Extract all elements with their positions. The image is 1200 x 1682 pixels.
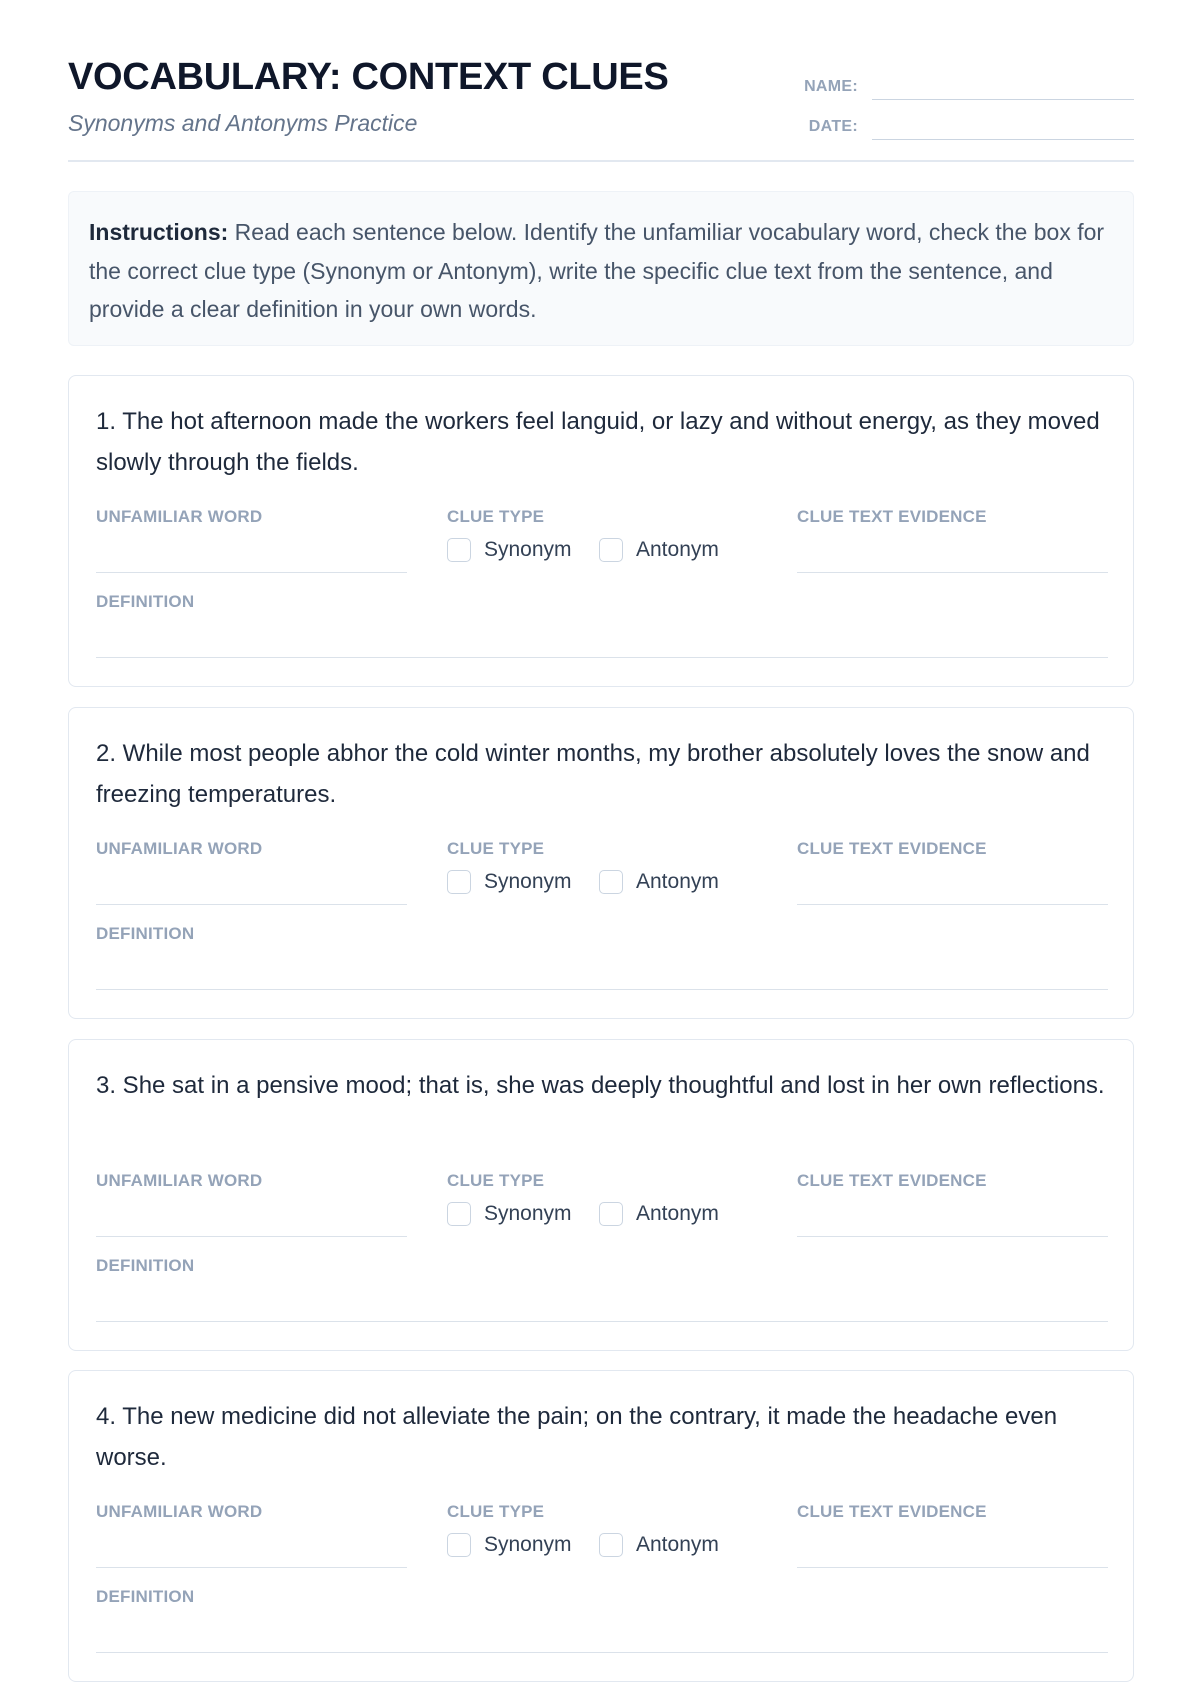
definition-field[interactable] <box>96 989 1108 990</box>
date-label: DATE: <box>808 118 858 135</box>
clue-evidence-label: CLUE TEXT EVIDENCE <box>797 507 987 526</box>
question-card-2 <box>68 707 1134 1019</box>
name-field[interactable] <box>872 72 1134 100</box>
instructions-lead: Instructions: <box>89 219 229 245</box>
instructions-text: Read each sentence below. Identify the unfamiliar vocabulary word, check the box for the correct clue type (Synonym or Antonym), write the specific clue text from the sentence, and provide a clear definition in your own words. <box>89 219 1105 322</box>
unfamiliar-word-label: UNFAMILIAR WORD <box>96 507 263 526</box>
clue-type-label: CLUE TYPE <box>447 839 545 858</box>
unfamiliar-word-label: UNFAMILIAR WORD <box>96 839 263 858</box>
question-sentence: 3. She sat in a pensive mood; that is, she was deeply thoughtful and lost in her own reflections. <box>96 1072 1105 1099</box>
unfamiliar-word-field[interactable] <box>96 572 407 573</box>
antonym-label: Antonym <box>636 1533 719 1556</box>
question-sentence: 1. The hot afternoon made the workers feel languid, or lazy and without energy, as they moved slowly through the fields. <box>96 408 1100 476</box>
antonym-label: Antonym <box>636 538 719 561</box>
antonym-checkbox[interactable] <box>599 1202 623 1226</box>
clue-evidence-field[interactable] <box>797 572 1108 573</box>
synonym-label: Synonym <box>484 870 572 893</box>
definition-label: DEFINITION <box>96 1587 195 1606</box>
antonym-label: Antonym <box>636 870 719 893</box>
name-label: NAME: <box>804 78 858 95</box>
antonym-checkbox[interactable] <box>599 1533 623 1557</box>
question-sentence: 2. While most people abhor the cold winter months, my brother absolutely loves the snow and freezing temperatures. <box>96 740 1090 808</box>
question-card-1 <box>68 375 1134 687</box>
antonym-checkbox[interactable] <box>599 870 623 894</box>
worksheet-header <box>68 0 1134 162</box>
name-row <box>804 72 1134 102</box>
clue-evidence-label: CLUE TEXT EVIDENCE <box>797 1502 987 1521</box>
question-card-4 <box>68 1370 1134 1682</box>
definition-label: DEFINITION <box>96 1256 195 1275</box>
page-subtitle: Synonyms and Antonyms Practice <box>68 110 418 136</box>
synonym-checkbox[interactable] <box>447 538 471 562</box>
unfamiliar-word-field[interactable] <box>96 1567 407 1568</box>
date-row <box>804 112 1134 142</box>
definition-field[interactable] <box>96 1652 1108 1653</box>
clue-type-label: CLUE TYPE <box>447 507 545 526</box>
unfamiliar-word-field[interactable] <box>96 1236 407 1237</box>
definition-label: DEFINITION <box>96 924 195 943</box>
clue-evidence-label: CLUE TEXT EVIDENCE <box>797 1171 987 1190</box>
synonym-checkbox[interactable] <box>447 1202 471 1226</box>
synonym-label: Synonym <box>484 538 572 561</box>
date-field[interactable] <box>872 112 1134 140</box>
synonym-checkbox[interactable] <box>447 870 471 894</box>
question-card-3 <box>68 1039 1134 1351</box>
antonym-label: Antonym <box>636 1202 719 1225</box>
instructions-box <box>68 191 1134 346</box>
clue-type-label: CLUE TYPE <box>447 1502 545 1521</box>
clue-evidence-field[interactable] <box>797 1567 1108 1568</box>
synonym-label: Synonym <box>484 1202 572 1225</box>
synonym-checkbox[interactable] <box>447 1533 471 1557</box>
unfamiliar-word-field[interactable] <box>96 904 407 905</box>
synonym-label: Synonym <box>484 1533 572 1556</box>
antonym-checkbox[interactable] <box>599 538 623 562</box>
definition-field[interactable] <box>96 1321 1108 1322</box>
clue-evidence-label: CLUE TEXT EVIDENCE <box>797 839 987 858</box>
page-title: VOCABULARY: CONTEXT CLUES <box>68 56 669 98</box>
clue-evidence-field[interactable] <box>797 1236 1108 1237</box>
question-sentence: 4. The new medicine did not alleviate the pain; on the contrary, it made the headache even worse. <box>96 1403 1058 1471</box>
definition-label: DEFINITION <box>96 592 195 611</box>
definition-field[interactable] <box>96 657 1108 658</box>
unfamiliar-word-label: UNFAMILIAR WORD <box>96 1502 263 1521</box>
unfamiliar-word-label: UNFAMILIAR WORD <box>96 1171 263 1190</box>
clue-type-label: CLUE TYPE <box>447 1171 545 1190</box>
clue-evidence-field[interactable] <box>797 904 1108 905</box>
